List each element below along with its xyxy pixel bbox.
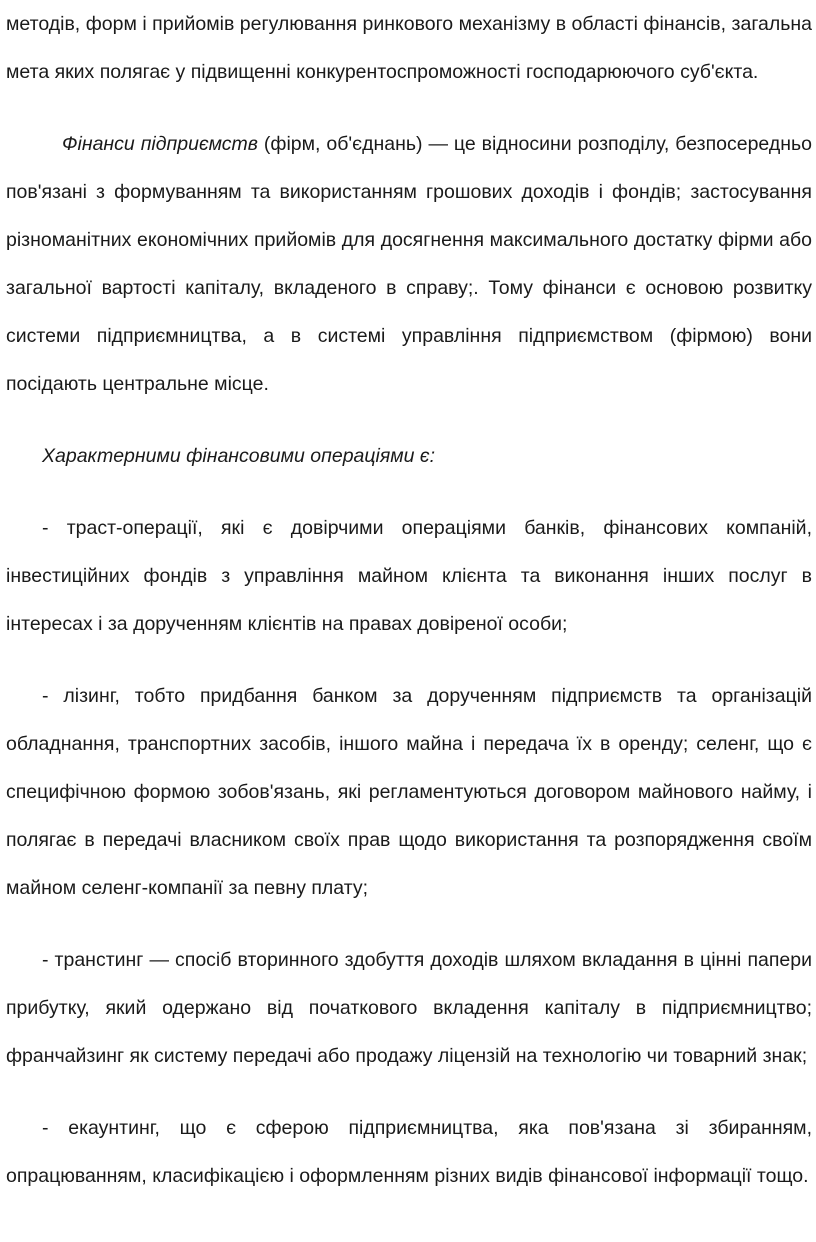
paragraph-intro: методів, форм і прийомів регулювання ринкового механізму в області фінансів, загальна мета яких полягає у підвищенні конкурентоспроможності господарюючого суб'єкта. — [6, 13, 812, 83]
list-item-trust-operations: - траст-операції, які є довірчими операціями банків, фінансових компаній, інвестиційних фондів з управління майном клієнта та виконання інших послуг в інтересах і за дорученням клієнтів на правах довіреної особи; — [6, 517, 812, 635]
paragraph-finance-definition — [6, 120, 812, 408]
document-page — [6, 0, 812, 1200]
paragraph-gap — [6, 96, 812, 120]
finance-definition-text: (фірм, об'єднань) — це відносини розподілу, безпосередньо пов'язані з формуванням та використанням грошових доходів і фондів; застосування різноманітних економічних прийомів для досягнення максимального достатку фірми або загальної вартості капіталу, вкладеного в справу;. Тому фінанси є основою розвитку системи підприємництва, а в системі управління підприємством (фірмою) вони посідають центральне місце. — [6, 133, 812, 395]
list-item-leasing: - лізинг, тобто придбання банком за дорученням підприємств та організацій обладнання, транспортних засобів, іншого майна і передача їх в оренду; селенг, що є специфічною формою зобов'язань, які регламентуються договором майнового найму, і полягає в передачі власником своїх прав щодо використання та розпорядження своїм майном селенг-компанії за певну плату; — [6, 685, 812, 899]
paragraph-gap — [6, 408, 812, 432]
list-item-accounting: - екаунтинг, що є сферою підприємництва, яка пов'язана зі збиранням, опрацюванням, класифікацією і оформленням різних видів фінансової інформації тощо. — [6, 1117, 812, 1187]
list-item-transting: - транстинг — спосіб вторинного здобуття доходів шляхом вкладання в цінні папери прибутку, який одержано від початкового вкладення капіталу в підприємництво; франчайзинг як систему передачі або продажу ліцензій на технологію чи товарний знак; — [6, 949, 812, 1067]
paragraph-gap — [6, 1080, 812, 1104]
term-enterprise-finance: Фінанси підприємств — [62, 133, 258, 155]
paragraph-gap — [6, 912, 812, 936]
paragraph-gap — [6, 648, 812, 672]
heading-financial-operations: Характерними фінансовими операціями є: — [42, 445, 436, 467]
paragraph-gap — [6, 480, 812, 504]
